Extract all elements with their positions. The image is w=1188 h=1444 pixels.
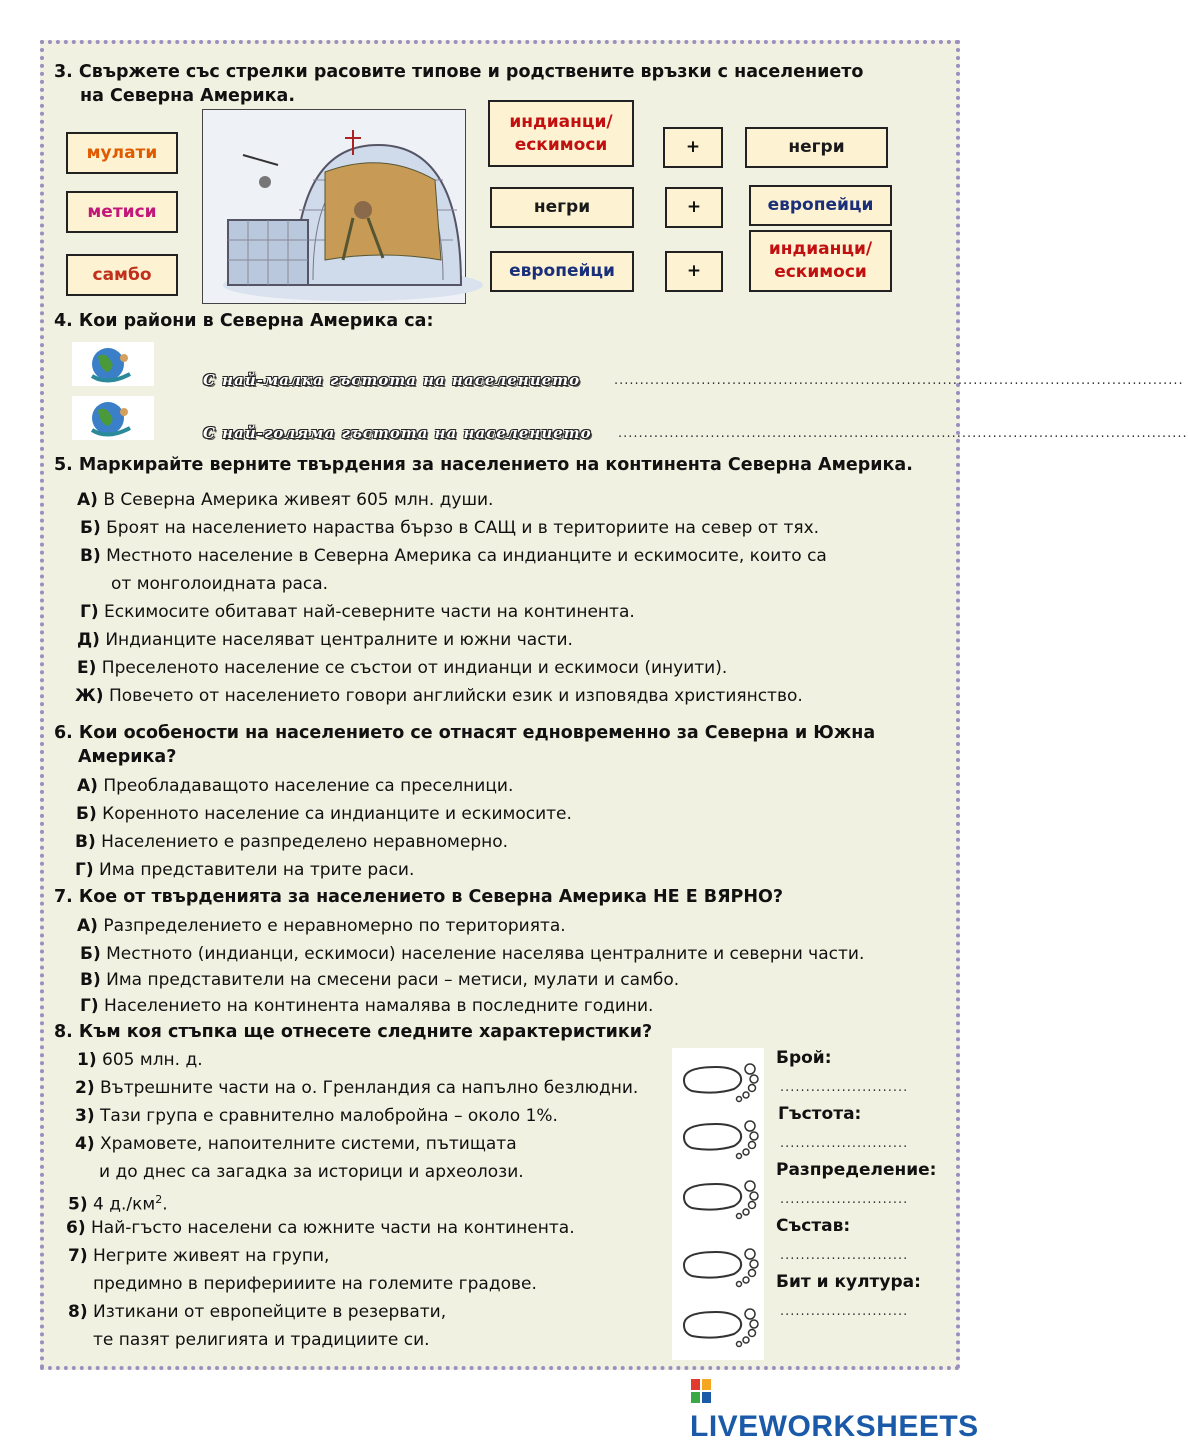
- pair2-plus-label: +: [686, 197, 702, 217]
- category-broy: Брой:: [776, 1048, 832, 1068]
- q7-item-g[interactable]: Г) Населението на континента намалява в последните години.: [80, 996, 654, 1016]
- q8-item-4-cont: и до днес са загадка за историци и археолози.: [99, 1162, 524, 1182]
- q6-item-a[interactable]: А) Преобладаващото население са преселници.: [77, 776, 514, 796]
- box-sambo-label: самбо: [92, 264, 152, 285]
- answer-broy[interactable]: .........................: [780, 1080, 909, 1095]
- q8-item-7-cont: предимно в периферииите на големите градове.: [93, 1274, 537, 1294]
- answer-sastav[interactable]: .........................: [780, 1248, 909, 1263]
- footprint-icon[interactable]: [676, 1240, 766, 1290]
- box-mulati-label: мулати: [86, 142, 158, 163]
- pair2-plus: [665, 187, 723, 228]
- q8-item-8[interactable]: 8) Изтикани от европейците в резервати,: [68, 1302, 447, 1322]
- footprint-icon[interactable]: [676, 1112, 766, 1162]
- answer-razpredelenie[interactable]: .........................: [780, 1192, 909, 1207]
- q5-item-b[interactable]: Б) Броят на населението нараства бързо в САЩ и в териториите на север от тях.: [80, 518, 820, 538]
- q4-row1-answer[interactable]: ...............................................................................................................: [614, 373, 1184, 388]
- q5-title: 5. Маркирайте верните твърдения за населението на континента Северна Америка.: [54, 455, 913, 475]
- q6-title-line2: Америка?: [78, 747, 177, 767]
- box-sambo[interactable]: [66, 254, 178, 296]
- category-sastav: Състав:: [776, 1216, 851, 1236]
- box-metisi[interactable]: [66, 191, 178, 233]
- footprint-icon[interactable]: [676, 1055, 766, 1105]
- igloo-illustration: [202, 109, 466, 304]
- q8-item-5[interactable]: 5) 4 $д./км^2$.: [68, 1193, 168, 1215]
- q8-item-2[interactable]: 2) Вътрешните части на о. Гренландия са напълно безлюдни.: [75, 1078, 639, 1098]
- pair3-plus-label: +: [686, 261, 702, 281]
- q4-row2-label: С най-голяма гъстота на населението: [203, 424, 592, 442]
- logo-mark-icon: [690, 1378, 712, 1404]
- pair3-left-box[interactable]: [490, 251, 634, 292]
- q7-title: 7. Кое от твърденията за населението в Северна Америка НЕ Е ВЯРНО?: [54, 887, 784, 907]
- answer-bit-kultura[interactable]: .........................: [780, 1304, 909, 1319]
- answer-gastota[interactable]: .........................: [780, 1136, 909, 1151]
- pair1-right-label: негри: [788, 137, 845, 157]
- pair2-right-label: европейци: [767, 195, 874, 215]
- q5-item-v-cont: от монголоидната раса.: [111, 574, 329, 594]
- q6-title-line1: 6. Кои особености на населението се отнасят едновременно за Северна и Южна: [54, 723, 876, 743]
- pair1-plus-label: +: [685, 137, 701, 157]
- q5-item-a[interactable]: А) В Северна Америка живеят 605 млн. души.: [77, 490, 494, 510]
- globe-icon: [72, 342, 154, 386]
- q8-item-4[interactable]: 4) Храмовете, напоителните системи, пътищата: [75, 1134, 517, 1154]
- q5-item-v[interactable]: В) Местното население в Северна Америка са индианците и ескимосите, които са: [80, 546, 827, 566]
- q7-item-v[interactable]: В) Има представители на смесени раси – метиси, мулати и самбо.: [80, 970, 680, 990]
- pair3-right-box[interactable]: [749, 230, 892, 292]
- footprint-icon[interactable]: [676, 1300, 766, 1350]
- footprint-icon[interactable]: [676, 1172, 766, 1222]
- q7-item-b[interactable]: Б) Местното (индианци, ескимоси) население населява централните и северни части.: [80, 944, 865, 964]
- q7-item-a[interactable]: А) Разпределението е неравномерно по територията.: [77, 916, 566, 936]
- q4-row1-label: С най-малка гъстота на населението: [203, 371, 581, 389]
- q8-item-1[interactable]: 1) 605 млн. д.: [77, 1050, 203, 1070]
- logo-text: LIVEWORKSHEETS: [690, 1410, 979, 1443]
- q6-item-b[interactable]: Б) Коренното население са индианците и ескимосите.: [76, 804, 572, 824]
- q8-item-6[interactable]: 6) Най-гъсто населени са южните части на континента.: [66, 1218, 575, 1238]
- q3-title-line2: на Северна Америка.: [80, 86, 296, 106]
- category-gastota: Гъстота:: [778, 1104, 862, 1124]
- q6-item-g[interactable]: Г) Има представители на трите раси.: [75, 860, 415, 880]
- pair1-left-box[interactable]: [488, 100, 634, 167]
- q4-title: 4. Кои райони в Северна Америка са:: [54, 311, 434, 331]
- category-bit-kultura: Бит и култура:: [776, 1272, 921, 1292]
- box-metisi-label: метиси: [87, 201, 157, 222]
- pair3-plus: [665, 251, 723, 292]
- pair2-left-label: негри: [533, 197, 591, 217]
- q8-item-8-cont: те пазят религията и традициите си.: [93, 1330, 430, 1350]
- pair3-left-label: европейци: [509, 261, 615, 281]
- pair3-right-label: индианци/ ескимоси: [768, 239, 873, 282]
- globe-icon: [72, 396, 154, 440]
- q8-item-3[interactable]: 3) Тази група е сравнително малобройна – около 1%.: [75, 1106, 558, 1126]
- q6-item-v[interactable]: В) Населението е разпределено неравномерно.: [75, 832, 509, 852]
- pair2-right-box[interactable]: [749, 185, 892, 226]
- q5-item-g[interactable]: Г) Ескимосите обитават най-северните части на континента.: [80, 602, 635, 622]
- q4-row2-answer[interactable]: ...............................................................................................................: [618, 426, 1188, 441]
- box-mulati[interactable]: [66, 132, 178, 174]
- pair1-left-label: индианци/ ескимоси: [509, 111, 613, 155]
- liveworksheets-logo[interactable]: [690, 1376, 1000, 1444]
- q5-item-e[interactable]: Е) Преселеното население се състои от индианци и ескимоси (инуити).: [77, 658, 728, 678]
- q8-item-7[interactable]: 7) Негрите живеят на групи,: [68, 1246, 330, 1266]
- pair1-right-box[interactable]: [745, 127, 888, 168]
- category-razpredelenie: Разпределение:: [776, 1160, 937, 1180]
- pair1-plus: [663, 127, 723, 168]
- pair2-left-box[interactable]: [490, 187, 634, 228]
- q5-item-zh[interactable]: Ж) Повечето от населението говори английски език и изповядва християнство.: [75, 686, 803, 706]
- q8-title: 8. Към коя стъпка ще отнесете следните характеристики?: [54, 1022, 653, 1042]
- q5-item-d[interactable]: Д) Индианците населяват централните и южни части.: [77, 630, 573, 650]
- q3-title-line1: 3. Свържете със стрелки расовите типове и родствените връзки с населението: [54, 62, 864, 82]
